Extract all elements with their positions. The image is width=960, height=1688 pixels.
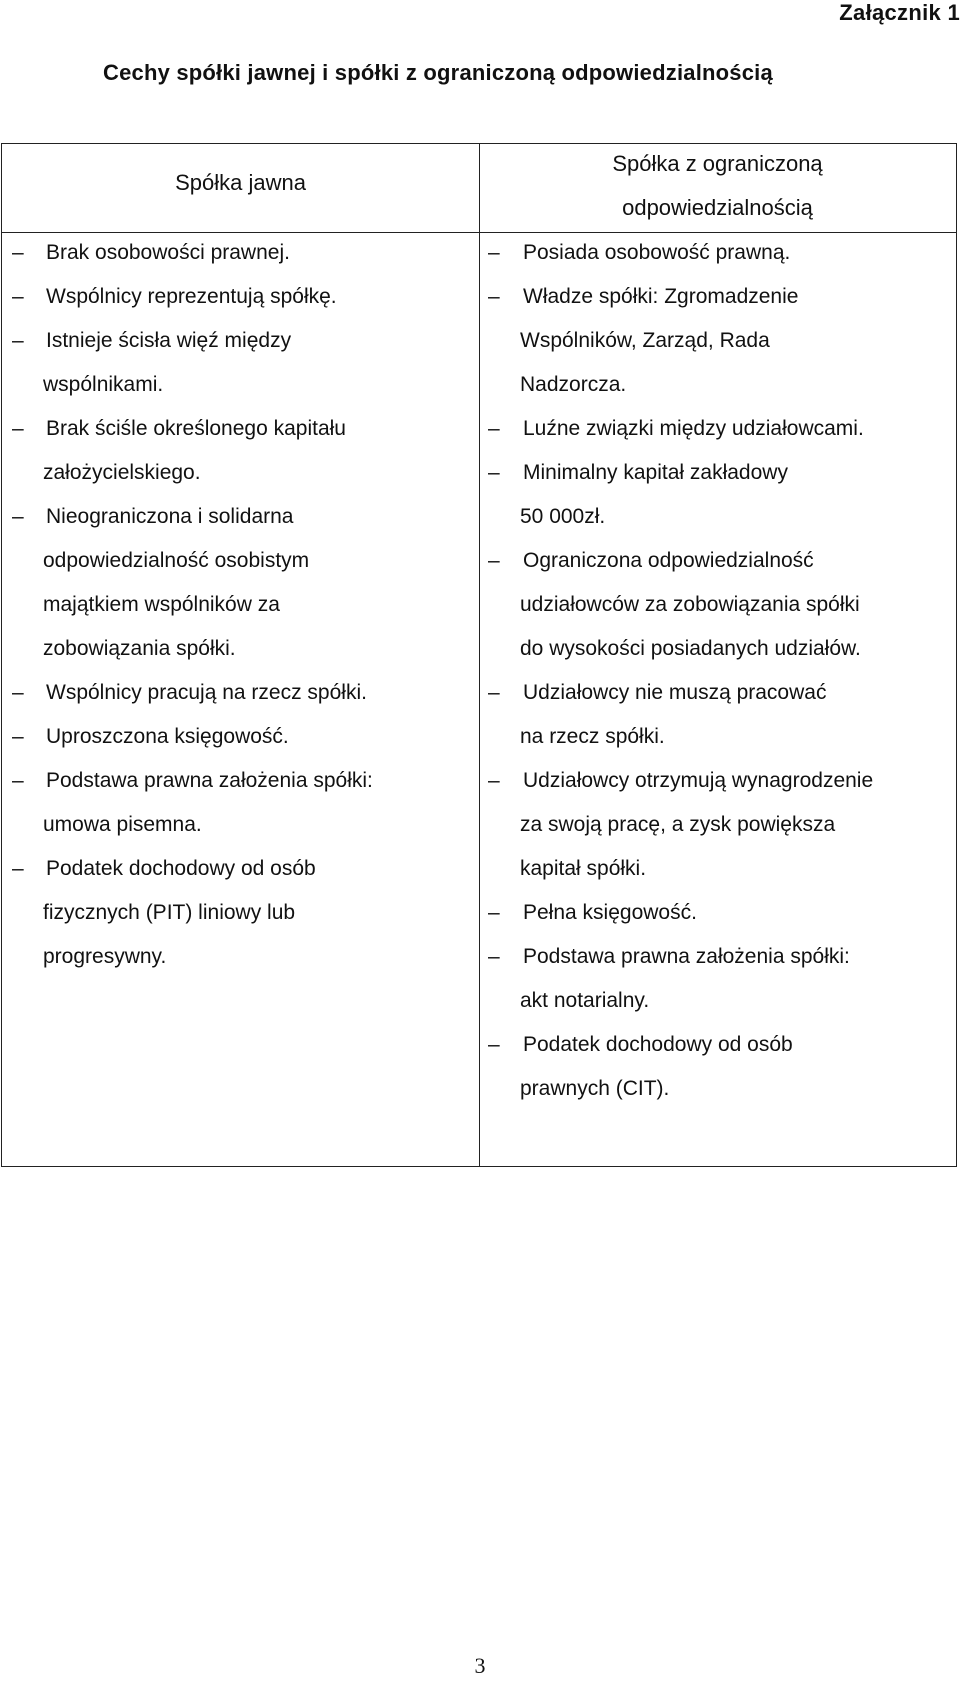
dash-bullet: –: [488, 241, 500, 264]
list-item-text: Podstawa prawna założenia spółki:: [523, 945, 850, 968]
list-item: [480, 935, 956, 1023]
comparison-table: [1, 143, 957, 1167]
dash-bullet: –: [488, 945, 500, 968]
list-item: [2, 275, 472, 319]
dash-bullet: –: [12, 857, 24, 880]
list-item-text: Pełna księgowość.: [523, 901, 697, 924]
list-item-text: do wysokości posiadanych udziałów.: [520, 637, 861, 660]
dash-bullet: –: [488, 901, 500, 924]
list-item-text: progresywny.: [43, 945, 167, 968]
document-title: Cechy spółki jawnej i spółki z ograniczoną odpowiedzialnością: [103, 60, 773, 85]
dash-bullet: –: [488, 417, 500, 440]
list-item-text: za swoją pracę, a zysk powiększa: [520, 813, 836, 836]
dash-bullet: –: [12, 505, 24, 528]
list-item-text: prawnych (CIT).: [520, 1077, 670, 1100]
list-item-text: Wspólników, Zarząd, Rada: [520, 329, 770, 352]
dash-bullet: –: [12, 681, 24, 704]
dash-bullet: –: [488, 285, 500, 308]
list-item: [2, 847, 472, 979]
list-item-text: Brak ściśle określonego kapitału: [46, 417, 346, 440]
dash-bullet: –: [12, 725, 24, 748]
list-item: [480, 891, 956, 935]
list-item-text: Wspólnicy pracują na rzecz spółki.: [46, 681, 367, 704]
list-item: [2, 407, 472, 495]
dash-bullet: –: [488, 461, 500, 484]
list-item-text: Uproszczona księgowość.: [46, 725, 289, 748]
list-item-text: majątkiem wspólników za: [43, 593, 280, 616]
list-item: [2, 671, 472, 715]
list-item-text: założycielskiego.: [43, 461, 201, 484]
list-item-text: wspólnikami.: [43, 373, 164, 396]
list-item-text: udziałowców za zobowiązania spółki: [520, 593, 860, 616]
list-item-text: Posiada osobowość prawną.: [523, 241, 791, 264]
column-header-line: Spółka z ograniczoną: [612, 151, 823, 176]
list-item: [480, 275, 956, 407]
list-item-text: Podatek dochodowy od osób: [523, 1033, 793, 1056]
dash-bullet: –: [12, 417, 24, 440]
list-item-text: na rzecz spółki.: [520, 725, 665, 748]
list-item: [2, 231, 472, 275]
dash-bullet: –: [488, 769, 500, 792]
list-item-text: Istnieje ścisła więź między: [46, 329, 292, 352]
list-item-text: Podatek dochodowy od osób: [46, 857, 316, 880]
left-column-header: [2, 161, 479, 205]
dash-bullet: –: [12, 769, 24, 792]
list-item-text: fizycznych (PIT) liniowy lub: [43, 901, 296, 924]
list-item: [480, 231, 956, 275]
list-item: [2, 319, 472, 407]
list-item: [2, 759, 472, 847]
list-item: [480, 407, 956, 451]
dash-bullet: –: [488, 549, 500, 572]
list-item: [480, 539, 956, 671]
list-item: [480, 1023, 956, 1111]
dash-bullet: –: [488, 681, 500, 704]
list-item-text: Udziałowcy nie muszą pracować: [523, 681, 827, 704]
list-item-text: kapitał spółki.: [520, 857, 647, 880]
list-item-text: umowa pisemna.: [43, 813, 202, 836]
list-item-text: 50 000zł.: [520, 505, 606, 528]
column-header-line: odpowiedzialnością: [622, 195, 813, 220]
list-item: [480, 671, 956, 759]
right-column-list: [480, 231, 956, 1111]
list-item-text: Nadzorcza.: [520, 373, 627, 396]
list-item-text: Podstawa prawna założenia spółki:: [46, 769, 373, 792]
list-item-text: Brak osobowości prawnej.: [46, 241, 290, 264]
list-item-text: Luźne związki między udziałowcami.: [523, 417, 864, 440]
list-item: [2, 715, 472, 759]
list-item: [2, 495, 472, 671]
list-item-text: Minimalny kapitał zakładowy: [523, 461, 788, 484]
dash-bullet: –: [12, 285, 24, 308]
dash-bullet: –: [488, 1033, 500, 1056]
page-number: 3: [474, 1653, 486, 1678]
list-item-text: akt notarialny.: [520, 989, 650, 1012]
left-column-list: [2, 231, 472, 979]
list-item-text: Ograniczona odpowiedzialność: [523, 549, 814, 572]
list-item-text: odpowiedzialność osobistym: [43, 549, 310, 572]
dash-bullet: –: [12, 329, 24, 352]
right-column-header: [479, 142, 956, 230]
list-item-text: Władze spółki: Zgromadzenie: [523, 285, 799, 308]
list-item-text: Wspólnicy reprezentują spółkę.: [46, 285, 337, 308]
list-item-text: Nieograniczona i solidarna: [46, 505, 294, 528]
list-item: [480, 451, 956, 539]
column-header-line: Spółka jawna: [175, 170, 306, 195]
list-item: [480, 759, 956, 891]
attachment-label: Załącznik 1: [839, 0, 960, 25]
list-item-text: zobowiązania spółki.: [43, 637, 236, 660]
dash-bullet: –: [12, 241, 24, 264]
list-item-text: Udziałowcy otrzymują wynagrodzenie: [523, 769, 874, 792]
